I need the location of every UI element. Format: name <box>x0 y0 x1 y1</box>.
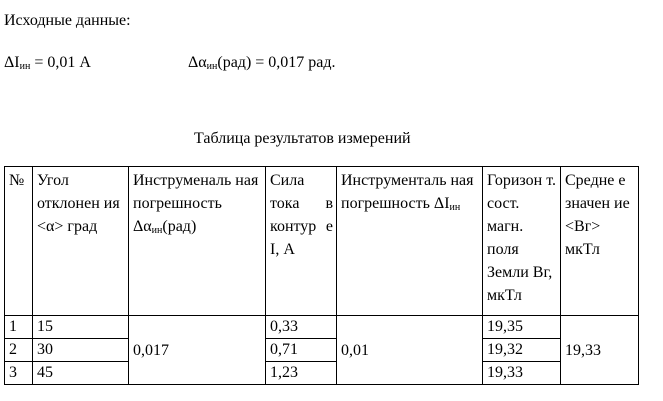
header-horizontal-field: Горизон т. сост. магн. поля Земли Вг, мкТл <box>483 167 561 316</box>
delta-angle-symbol: Δα <box>188 54 207 71</box>
delta-current-value: = 0,01 А <box>30 54 91 71</box>
delta-current-symbol: ΔI <box>4 54 20 71</box>
delta-current-line <box>4 54 91 76</box>
delta-current-subscript: ин <box>19 61 31 72</box>
row-horizontal-field: 19,35 <box>483 316 561 339</box>
results-table <box>4 166 639 385</box>
row-current: 0,71 <box>266 339 337 362</box>
row-number: 1 <box>5 316 33 339</box>
merged-angle-error: 0,017 <box>129 316 266 385</box>
table-caption: Таблица результатов измерений <box>194 130 411 147</box>
header-instr-error-angle <box>129 167 266 316</box>
row-horizontal-field: 19,32 <box>483 339 561 362</box>
header-instr-error-current-text: Инструменталь ная погрешность ΔI <box>341 172 474 212</box>
table-header-row <box>5 167 639 316</box>
table-row <box>5 339 639 362</box>
row-horizontal-field: 19,33 <box>483 362 561 385</box>
table-row <box>5 362 639 385</box>
row-angle: 45 <box>33 362 129 385</box>
row-current: 1,23 <box>266 362 337 385</box>
delta-angle-value: (рад) = 0,017 рад. <box>217 54 336 71</box>
row-current: 0,33 <box>266 316 337 339</box>
header-instr-error-current-subscript: ин <box>449 202 461 213</box>
merged-mean-field: 19,33 <box>561 316 639 385</box>
header-instr-error-current <box>337 167 483 316</box>
row-number: 3 <box>5 362 33 385</box>
header-mean-field: Средне е значен ие <Вг> мкТл <box>561 167 639 316</box>
delta-angle-line <box>188 54 336 76</box>
row-angle: 30 <box>33 339 129 362</box>
row-angle: 15 <box>33 316 129 339</box>
header-instr-error-angle-text: Инструменаль ная погрешность Δα <box>133 172 259 235</box>
table-row <box>5 316 639 339</box>
merged-current-error: 0,01 <box>337 316 483 385</box>
row-number: 2 <box>5 339 33 362</box>
header-current: Сила тока в контур е I, А <box>266 167 337 316</box>
header-angle: Угол отклонен ия <α> град <box>33 167 129 316</box>
header-instr-error-angle-unit: (рад) <box>162 218 197 235</box>
intro-title: Исходные данные: <box>4 12 131 29</box>
delta-angle-subscript: ин <box>206 61 218 72</box>
header-instr-error-angle-subscript: ин <box>151 225 163 236</box>
header-number: № <box>5 167 33 316</box>
